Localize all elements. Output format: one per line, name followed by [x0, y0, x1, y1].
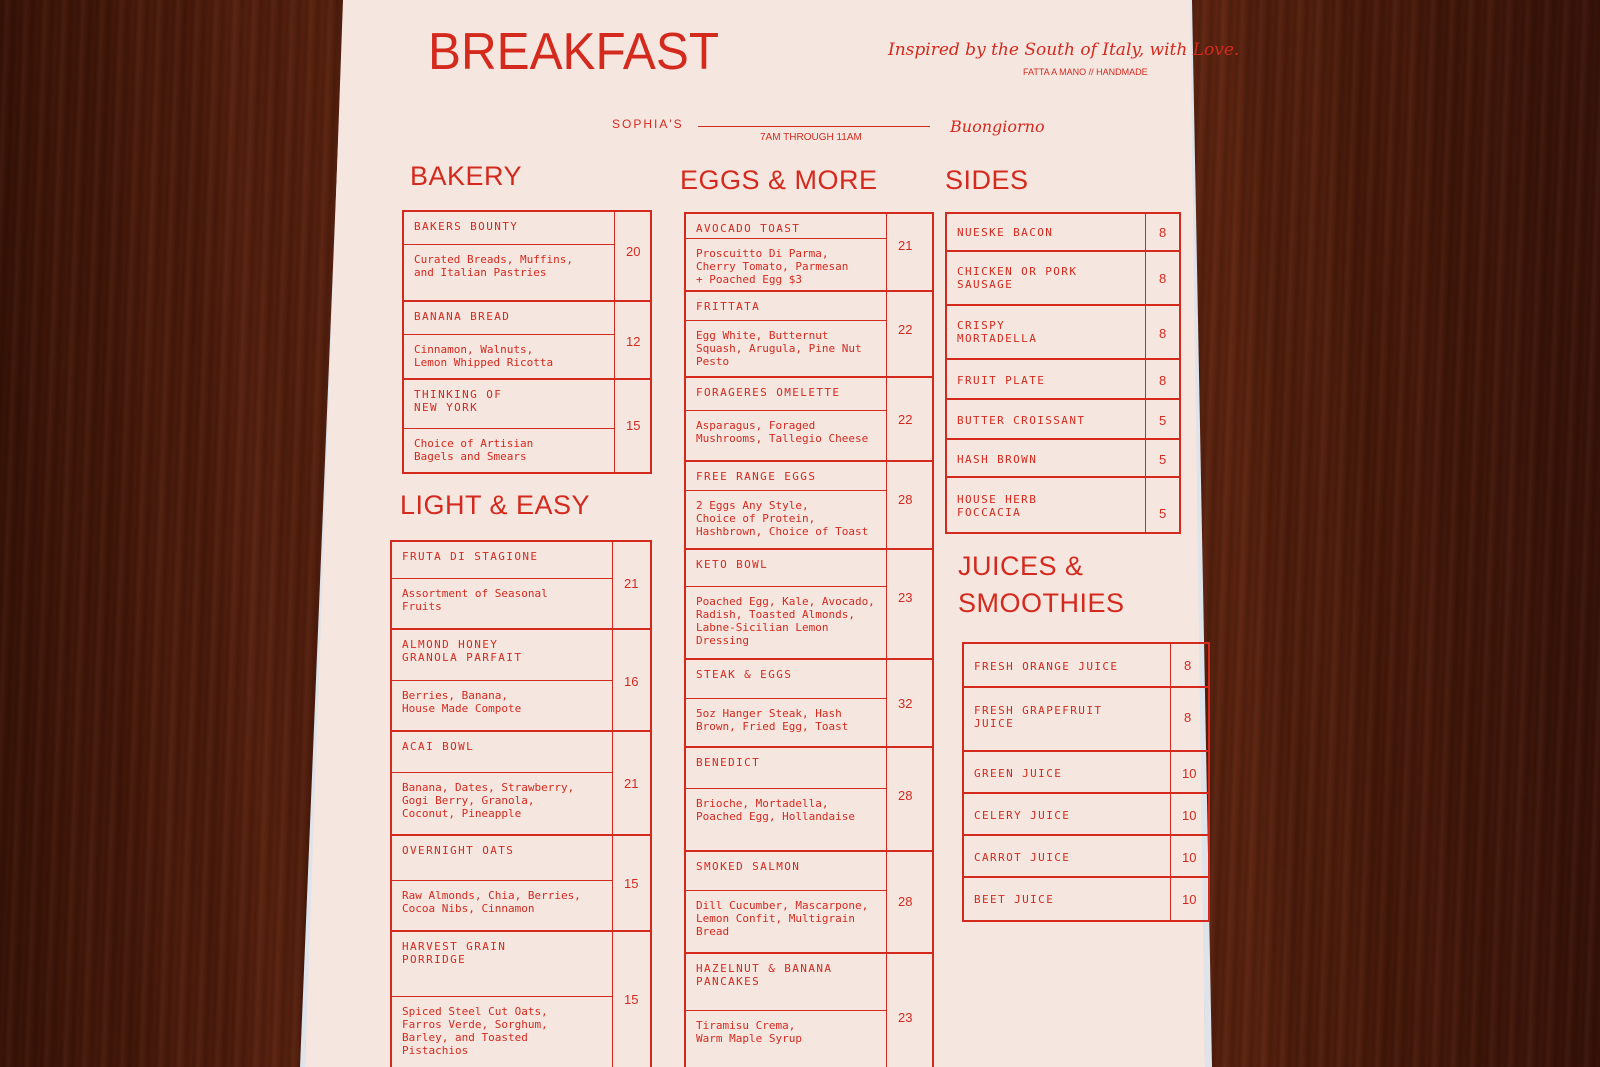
- section-title-eggs: EGGS & MORE: [680, 165, 878, 195]
- item-name: BUTTER CROISSANT: [957, 414, 1086, 427]
- price-divider: [614, 212, 616, 300]
- list-item: [686, 462, 932, 550]
- list-item: [947, 400, 1179, 440]
- item-price: 8: [1184, 658, 1192, 673]
- item-price: 10: [1182, 892, 1197, 907]
- price-divider: [1170, 836, 1172, 876]
- item-name: AVOCADO TOAST: [696, 222, 801, 235]
- list-item: [392, 836, 650, 932]
- item-name: CELERY JUICE: [974, 809, 1071, 822]
- item-name: HARVEST GRAIN PORRIDGE: [402, 940, 507, 966]
- list-item: [686, 292, 932, 378]
- item-price: 28: [898, 492, 913, 507]
- item-name: NUESKE BACON: [957, 226, 1054, 239]
- list-item: [964, 644, 1208, 688]
- price-divider: [1170, 644, 1172, 686]
- item-name: CRISPY MORTADELLA: [957, 319, 1038, 345]
- item-price: 15: [624, 992, 639, 1007]
- item-price: 8: [1159, 326, 1167, 341]
- price-divider: [1170, 688, 1172, 750]
- section-title-juices: [958, 548, 1125, 622]
- service-hours: 7AM THROUGH 11AM: [760, 132, 862, 143]
- list-item: [404, 380, 650, 472]
- list-item: [686, 550, 932, 660]
- list-item: [404, 302, 650, 380]
- item-price: 8: [1159, 373, 1167, 388]
- price-divider: [886, 292, 888, 376]
- price-divider: [612, 732, 614, 834]
- list-item: [947, 214, 1179, 252]
- item-name: HASH BROWN: [957, 453, 1038, 466]
- price-divider: [1145, 306, 1147, 358]
- item-name: FRUTA DI STAGIONE: [402, 550, 539, 563]
- item-name: FRESH GRAPEFRUIT JUICE: [974, 704, 1103, 730]
- section-title-sides: SIDES: [945, 165, 1029, 195]
- item-price: 8: [1184, 710, 1192, 725]
- list-item: [686, 660, 932, 748]
- juices-table: [962, 642, 1210, 922]
- item-description: Cinnamon, Walnuts, Lemon Whipped Ricotta: [404, 334, 614, 378]
- section-title-bakery: BAKERY: [410, 161, 523, 191]
- list-item: [947, 306, 1179, 360]
- item-price: 15: [626, 418, 641, 433]
- item-price: 21: [898, 238, 913, 253]
- item-price: 8: [1159, 225, 1167, 240]
- greeting-script: Buongiorno: [950, 117, 1045, 136]
- item-price: 28: [898, 788, 913, 803]
- item-description: Spiced Steel Cut Oats, Farros Verde, Sorghum, Barley, and Toasted Pistachios: [392, 996, 612, 1067]
- item-name: THINKING OF NEW YORK: [414, 388, 503, 414]
- price-divider: [612, 542, 614, 628]
- list-item: [947, 440, 1179, 478]
- divider-line: [698, 126, 930, 127]
- item-price: 28: [898, 894, 913, 909]
- list-item: [947, 360, 1179, 400]
- item-price: 5: [1159, 452, 1167, 467]
- section-title-light: LIGHT & EASY: [400, 490, 591, 520]
- price-divider: [886, 660, 888, 746]
- item-description: Egg White, Butternut Squash, Arugula, Pine Nut Pesto: [686, 320, 886, 376]
- item-name: BEET JUICE: [974, 893, 1055, 906]
- menu-title: BREAKFAST: [428, 23, 719, 81]
- item-description: Poached Egg, Kale, Avocado, Radish, Toasted Almonds, Labne-Sicilian Lemon Dressing: [686, 586, 886, 658]
- item-name: FRITTATA: [696, 300, 761, 313]
- list-item: [404, 212, 650, 302]
- item-description: Banana, Dates, Strawberry, Gogi Berry, Granola, Coconut, Pineapple: [392, 772, 612, 834]
- item-description: Assortment of Seasonal Fruits: [392, 578, 612, 628]
- item-price: 23: [898, 1010, 913, 1025]
- light-easy-table: [390, 540, 652, 1067]
- list-item: [392, 732, 650, 836]
- list-item: [686, 954, 932, 1067]
- item-price: 22: [898, 322, 913, 337]
- item-description: 2 Eggs Any Style, Choice of Protein, Hashbrown, Choice of Toast: [686, 490, 886, 548]
- list-item: [686, 748, 932, 852]
- item-name: HOUSE HERB FOCCACIA: [957, 493, 1038, 519]
- list-item: [964, 878, 1208, 920]
- price-divider: [1170, 794, 1172, 834]
- price-divider: [886, 462, 888, 548]
- price-divider: [614, 302, 616, 378]
- price-divider: [886, 550, 888, 658]
- item-price: 21: [624, 776, 639, 791]
- item-name: FORAGERES OMELETTE: [696, 386, 841, 399]
- item-description: Dill Cucumber, Mascarpone, Lemon Confit, Multigrain Bread: [686, 890, 886, 952]
- item-description: 5oz Hanger Steak, Hash Brown, Fried Egg, Toast: [686, 698, 886, 746]
- list-item: [964, 794, 1208, 836]
- menu-subtagline: FATTA A MANO // HANDMADE: [1023, 67, 1148, 77]
- price-divider: [886, 214, 888, 290]
- price-divider: [1170, 752, 1172, 792]
- item-price: 32: [898, 696, 913, 711]
- item-description: Curated Breads, Muffins, and Italian Pastries: [404, 244, 614, 300]
- item-price: 5: [1159, 506, 1167, 521]
- list-item: [964, 836, 1208, 878]
- price-divider: [1145, 360, 1147, 398]
- list-item: [964, 752, 1208, 794]
- item-name: BANANA BREAD: [414, 310, 511, 323]
- item-price: 10: [1182, 766, 1197, 781]
- item-name: HAZELNUT & BANANA PANCAKES: [696, 962, 833, 988]
- item-name: FREE RANGE EGGS: [696, 470, 817, 483]
- item-description: Berries, Banana, House Made Compote: [392, 680, 612, 730]
- item-price: 5: [1159, 413, 1167, 428]
- item-price: 15: [624, 876, 639, 891]
- item-name: FRUIT PLATE: [957, 374, 1046, 387]
- item-name: STEAK & EGGS: [696, 668, 793, 681]
- item-description: Tiramisu Crema, Warm Maple Syrup: [686, 1010, 886, 1067]
- price-divider: [612, 630, 614, 730]
- list-item: [392, 542, 650, 630]
- item-name: ALMOND HONEY GRANOLA PARFAIT: [402, 638, 523, 664]
- item-price: 20: [626, 244, 641, 259]
- list-item: [686, 378, 932, 462]
- item-description: Asparagus, Foraged Mushrooms, Tallegio Cheese: [686, 410, 886, 460]
- item-description: Choice of Artisian Bagels and Smears: [404, 428, 614, 472]
- item-price: 10: [1182, 850, 1197, 865]
- item-name: BAKERS BOUNTY: [414, 220, 519, 233]
- price-divider: [886, 748, 888, 850]
- item-price: 23: [898, 590, 913, 605]
- price-divider: [1145, 400, 1147, 438]
- item-description: Raw Almonds, Chia, Berries, Cocoa Nibs, Cinnamon: [392, 880, 612, 930]
- price-divider: [886, 852, 888, 952]
- menu-tagline: Inspired by the South of Italy, with Love.: [888, 40, 1240, 60]
- price-divider: [1145, 478, 1147, 532]
- item-price: 10: [1182, 808, 1197, 823]
- bakery-table: [402, 210, 652, 474]
- item-name: KETO BOWL: [696, 558, 769, 571]
- list-item: [392, 932, 650, 1067]
- price-divider: [1145, 440, 1147, 476]
- price-divider: [1145, 252, 1147, 304]
- price-divider: [886, 954, 888, 1067]
- item-description: Brioche, Mortadella, Poached Egg, Hollandaise: [686, 788, 886, 850]
- list-item: [392, 630, 650, 732]
- eggs-more-table: [684, 212, 934, 1067]
- item-name: ACAI BOWL: [402, 740, 475, 753]
- item-description: Proscuitto Di Parma, Cherry Tomato, Parmesan + Poached Egg $3: [686, 238, 886, 290]
- item-name: FRESH ORANGE JUICE: [974, 660, 1119, 673]
- price-divider: [886, 378, 888, 460]
- item-name: OVERNIGHT OATS: [402, 844, 515, 857]
- price-divider: [612, 836, 614, 930]
- item-price: 22: [898, 412, 913, 427]
- item-name: GREEN JUICE: [974, 767, 1063, 780]
- item-price: 16: [624, 674, 639, 689]
- item-name: BENEDICT: [696, 756, 761, 769]
- item-price: 12: [626, 334, 641, 349]
- list-item: [686, 214, 932, 292]
- section-title-juices-line1: JUICES &: [958, 551, 1084, 581]
- section-title-juices-line2: SMOOTHIES: [958, 588, 1125, 618]
- item-price: 8: [1159, 271, 1167, 286]
- price-divider: [614, 380, 616, 472]
- item-name: CHICKEN OR PORK SAUSAGE: [957, 265, 1078, 291]
- item-price: 21: [624, 576, 639, 591]
- price-divider: [612, 932, 614, 1067]
- restaurant-name: SOPHIA'S: [612, 117, 684, 131]
- list-item: [947, 478, 1179, 532]
- price-divider: [1145, 214, 1147, 250]
- item-name: CARROT JUICE: [974, 851, 1071, 864]
- list-item: [947, 252, 1179, 306]
- list-item: [964, 688, 1208, 752]
- item-name: SMOKED SALMON: [696, 860, 801, 873]
- price-divider: [1170, 878, 1172, 920]
- list-item: [686, 852, 932, 954]
- sides-table: [945, 212, 1181, 534]
